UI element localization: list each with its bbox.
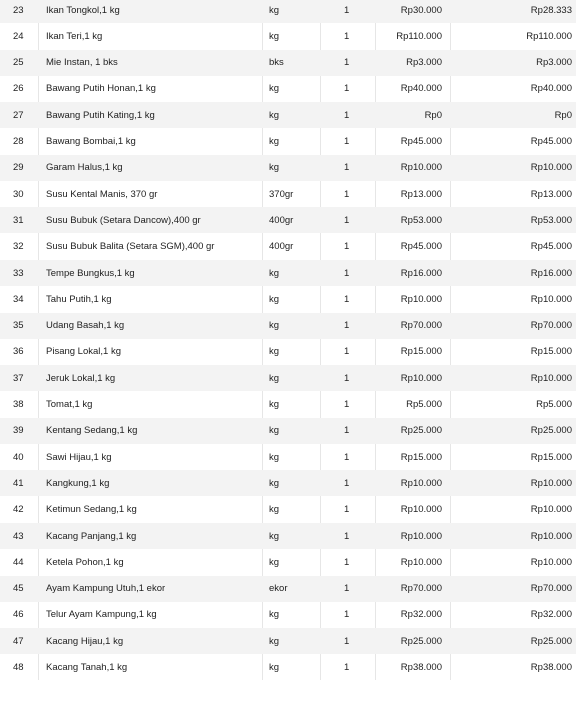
item-price: Rp53.000 [400,214,442,226]
item-total: Rp15.000 [530,346,572,358]
item-price: Rp25.000 [400,635,442,647]
item-total: Rp10.000 [530,477,572,489]
row-number: 39 [13,425,24,437]
table-row [0,23,576,49]
row-number: 41 [13,477,24,489]
item-unit: kg [269,504,280,516]
item-unit: kg [269,136,280,147]
item-name: Kentang Sedang,1 kg [46,425,138,437]
item-quantity: 1 [344,136,350,147]
item-quantity: 1 [344,609,350,621]
table-row [0,207,576,233]
table-row [0,286,576,312]
item-unit: ekor [269,583,288,595]
item-price: Rp30.000 [400,4,442,16]
item-unit: kg [269,451,280,463]
row-number: 37 [13,372,24,384]
row-number: 44 [13,556,24,568]
item-name: Telur Ayam Kampung,1 kg [46,609,157,621]
item-total: Rp53.000 [530,214,572,226]
item-price: Rp5.000 [406,399,442,410]
row-number: 38 [13,399,24,410]
item-price: Rp70.000 [400,320,442,332]
item-price: Rp45.000 [400,241,442,253]
item-total: Rp38.000 [530,662,572,673]
item-name: Tahu Putih,1 kg [46,293,112,305]
item-unit: kg [269,399,280,410]
item-total: Rp10.000 [530,504,572,516]
item-price: Rp40.000 [400,83,442,95]
item-price: Rp13.000 [400,188,442,200]
item-unit: kg [269,83,280,95]
item-name: Tomat,1 kg [46,399,93,410]
item-name: Ketela Pohon,1 kg [46,556,124,568]
item-unit: kg [269,320,280,332]
item-quantity: 1 [344,188,350,200]
item-quantity: 1 [344,399,350,410]
item-total: Rp32.000 [530,609,572,621]
table-row [0,444,576,470]
item-name: Mie Instan, 1 bks [46,57,118,69]
item-total: Rp10.000 [530,530,572,542]
item-unit: kg [269,477,280,489]
table-row [0,102,576,128]
item-price: Rp0 [424,109,442,121]
item-quantity: 1 [344,504,350,516]
item-unit: kg [269,530,280,542]
item-quantity: 1 [344,530,350,542]
item-name: Ayam Kampung Utuh,1 ekor [46,583,166,595]
table-row [0,260,576,286]
item-price: Rp38.000 [400,662,442,673]
item-price: Rp32.000 [400,609,442,621]
row-number: 30 [13,188,24,200]
item-quantity: 1 [344,372,350,384]
item-name: Susu Bubuk Balita (Setara SGM),400 gr [46,241,215,253]
item-unit: 400gr [269,241,294,253]
table-row [0,549,576,575]
item-quantity: 1 [344,425,350,437]
table-row [0,628,576,654]
item-name: Susu Kental Manis, 370 gr [46,188,158,200]
item-quantity: 1 [344,293,350,305]
row-number: 31 [13,214,24,226]
item-quantity: 1 [344,583,350,595]
item-total: Rp10.000 [530,162,572,174]
item-name: Bawang Bombai,1 kg [46,136,136,147]
row-number: 36 [13,346,24,358]
row-number: 29 [13,162,24,174]
item-name: Garam Halus,1 kg [46,162,123,174]
table-row [0,470,576,496]
item-price: Rp15.000 [400,451,442,463]
item-unit: 370gr [269,188,294,200]
table-row [0,234,576,260]
item-price: Rp10.000 [400,162,442,174]
row-number: 40 [13,451,24,463]
item-quantity: 1 [344,477,350,489]
item-name: Kangkung,1 kg [46,477,110,489]
item-price: Rp10.000 [400,556,442,568]
table-row [0,339,576,365]
item-quantity: 1 [344,214,350,226]
item-price: Rp10.000 [400,477,442,489]
row-number: 23 [13,4,24,16]
table-row [0,365,576,391]
item-price: Rp10.000 [400,372,442,384]
item-total: Rp45.000 [530,136,572,147]
row-number: 25 [13,57,24,69]
item-total: Rp45.000 [530,241,572,253]
table-row [0,655,576,681]
item-total: Rp25.000 [530,635,572,647]
item-quantity: 1 [344,635,350,647]
item-total: Rp3.000 [536,57,572,69]
row-number: 26 [13,83,24,95]
table-row [0,576,576,602]
item-total: Rp70.000 [530,583,572,595]
table-row [0,313,576,339]
row-number: 34 [13,293,24,305]
item-unit: kg [269,293,280,305]
row-number: 28 [13,136,24,147]
item-price: Rp45.000 [400,136,442,147]
item-price: Rp70.000 [400,583,442,595]
item-quantity: 1 [344,109,350,121]
item-name: Kacang Tanah,1 kg [46,662,128,673]
item-unit: kg [269,346,280,358]
item-unit: kg [269,372,280,384]
item-unit: kg [269,556,280,568]
item-total: Rp10.000 [530,556,572,568]
row-number: 24 [13,30,24,42]
row-number: 33 [13,267,24,279]
item-name: Bawang Putih Honan,1 kg [46,83,156,95]
item-name: Pisang Lokal,1 kg [46,346,121,358]
item-name: Kacang Hijau,1 kg [46,635,124,647]
item-name: Sawi Hijau,1 kg [46,451,112,463]
table-row [0,392,576,418]
row-number: 48 [13,662,24,673]
item-quantity: 1 [344,451,350,463]
item-quantity: 1 [344,267,350,279]
item-unit: kg [269,267,280,279]
item-price: Rp25.000 [400,425,442,437]
item-price: Rp15.000 [400,346,442,358]
item-name: Ikan Tongkol,1 kg [46,4,120,16]
table-row [0,602,576,628]
row-number: 42 [13,504,24,516]
item-name: Susu Bubuk (Setara Dancow),400 gr [46,214,201,226]
row-number: 45 [13,583,24,595]
item-quantity: 1 [344,241,350,253]
item-total: Rp110.000 [526,30,572,42]
item-name: Ikan Teri,1 kg [46,30,103,42]
item-unit: kg [269,30,280,42]
table-row [0,523,576,549]
item-total: Rp40.000 [530,83,572,95]
table-row [0,181,576,207]
item-price: Rp10.000 [400,293,442,305]
item-unit: kg [269,109,280,121]
item-quantity: 1 [344,662,350,673]
item-quantity: 1 [344,4,350,16]
item-name: Udang Basah,1 kg [46,320,125,332]
item-unit: 400gr [269,214,294,226]
item-name: Kacang Panjang,1 kg [46,530,137,542]
item-price: Rp16.000 [400,267,442,279]
item-name: Jeruk Lokal,1 kg [46,372,116,384]
row-number: 32 [13,241,24,253]
item-quantity: 1 [344,556,350,568]
row-number: 43 [13,530,24,542]
item-unit: kg [269,635,280,647]
item-name: Ketimun Sedang,1 kg [46,504,137,516]
row-number: 47 [13,635,24,647]
item-quantity: 1 [344,30,350,42]
item-total: Rp5.000 [536,399,572,410]
item-price: Rp3.000 [406,57,442,69]
item-total: Rp10.000 [530,372,572,384]
item-quantity: 1 [344,346,350,358]
item-name: Tempe Bungkus,1 kg [46,267,135,279]
item-unit: kg [269,4,280,16]
item-price: Rp110.000 [396,30,442,42]
item-total: Rp15.000 [530,451,572,463]
row-number: 27 [13,109,24,121]
item-quantity: 1 [344,83,350,95]
item-total: Rp28.333 [530,4,572,16]
item-total: Rp0 [554,109,572,121]
item-unit: kg [269,162,280,174]
item-total: Rp70.000 [530,320,572,332]
table-row [0,155,576,181]
item-unit: kg [269,609,280,621]
table-row [0,129,576,155]
item-unit: kg [269,662,280,673]
row-number: 35 [13,320,24,332]
item-total: Rp10.000 [530,293,572,305]
item-name: Bawang Putih Kating,1 kg [46,109,155,121]
row-number: 46 [13,609,24,621]
item-price: Rp10.000 [400,504,442,516]
item-quantity: 1 [344,57,350,69]
table-row [0,76,576,102]
table-row [0,418,576,444]
table-row [0,0,576,23]
item-total: Rp13.000 [530,188,572,200]
item-quantity: 1 [344,162,350,174]
table-row [0,497,576,523]
item-quantity: 1 [344,320,350,332]
item-unit: kg [269,425,280,437]
table-row [0,50,576,76]
item-price: Rp10.000 [400,530,442,542]
item-unit: bks [269,57,284,69]
item-total: Rp16.000 [530,267,572,279]
item-total: Rp25.000 [530,425,572,437]
